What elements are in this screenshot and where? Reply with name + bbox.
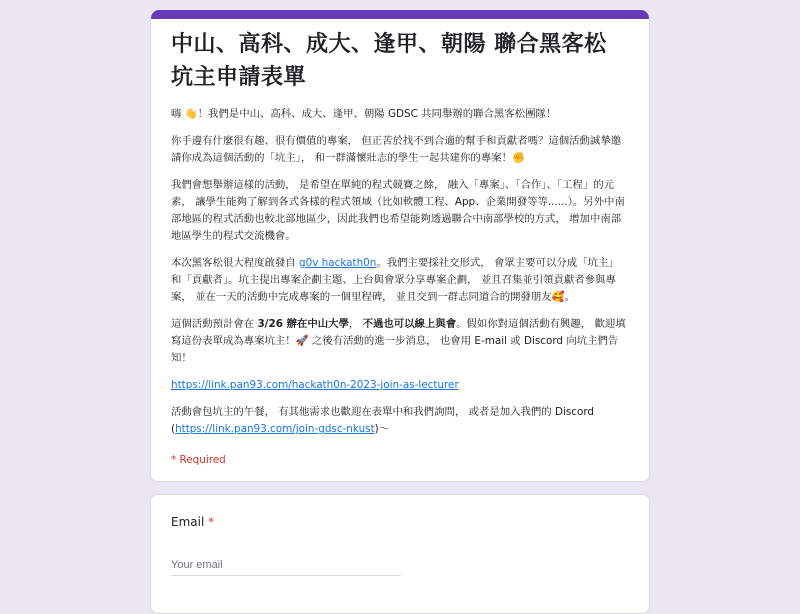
description-schedule: 這個活動預計會在 3/26 辦在中山大學， 不過也可以線上與會。假如你對這個活動有興趣， 歡迎填寫這份表單成為專案坑主！🚀 之後有活動的進一步消息， 也會用 E-mail 或 Discord 向坑主們告知！ (171, 318, 626, 364)
required-star: * (208, 515, 215, 529)
description-greeting: 嗨 👋！我們是中山、高科、成大、逢甲、朝陽 GDSC 共同舉辦的聯合黑客松團隊！ (171, 108, 557, 120)
email-question-label: Email * (171, 515, 215, 529)
g0v-hackath0n-link[interactable]: g0v hackath0n (299, 257, 377, 269)
description-motivation: 我們會想舉辦這樣的活動， 是希望在單純的程式競賽之餘， 融入「專案」、「合作」、「工程」的元素， 讓學生能夠了解到各式各樣的程式領域（比如軟體工程、App、企業開發等等......）。另外中南部地區的程式活動也較北部地區少，因此我們也希望能夠透過聯合中南部學校的方式， 增加中南部地區學生的程式交流機會。 (171, 179, 625, 242)
description-format: 本次黑客松很大程度啟發自 g0v hackath0n。我們主要採社交形式， 會眾主要可以分成「坑主」和「貢獻者」。坑主提出專案企劃主題、上台與會眾分享專案企劃， 並且召集並引領貢獻者參與專案， 並在一天的活動中完成專案的一個里程碑， 並且交到一群志同道合的開發朋友🥰。 (171, 257, 619, 303)
form-container (150, 10, 650, 614)
form-header-card (150, 10, 650, 482)
theme-accent-bar (151, 10, 649, 19)
required-note: * Required (171, 454, 226, 466)
form-description (171, 106, 629, 438)
discord-join-link[interactable]: https://link.pan93.com/join-gdsc-nkust (175, 423, 375, 435)
email-question-card (150, 494, 650, 614)
description-invitation: 你手邊有什麼很有趣、很有價值的專案， 但正苦於找不到合適的幫手和貢獻者嗎？這個活動誠摯邀請你成為這個活動的「坑主」， 和一群滿懷壯志的學生一起共建你的專案！✊ (171, 135, 622, 164)
lecturer-join-link[interactable]: https://link.pan93.com/hackath0n-2023-join-as-lecturer (171, 379, 459, 391)
description-discord: 活動會包坑主的午餐， 有其他需求也歡迎在表單中和我們詢問， 或者是加入我們的 Discord (https://link.pan93.com/join-gdsc-nkust)～ (171, 406, 595, 435)
email-input[interactable] (171, 555, 401, 576)
description-link-paragraph (171, 377, 629, 394)
form-title: 中山、高科、成大、逢甲、朝陽 聯合黑客松 坑主申請表單 (171, 32, 607, 90)
